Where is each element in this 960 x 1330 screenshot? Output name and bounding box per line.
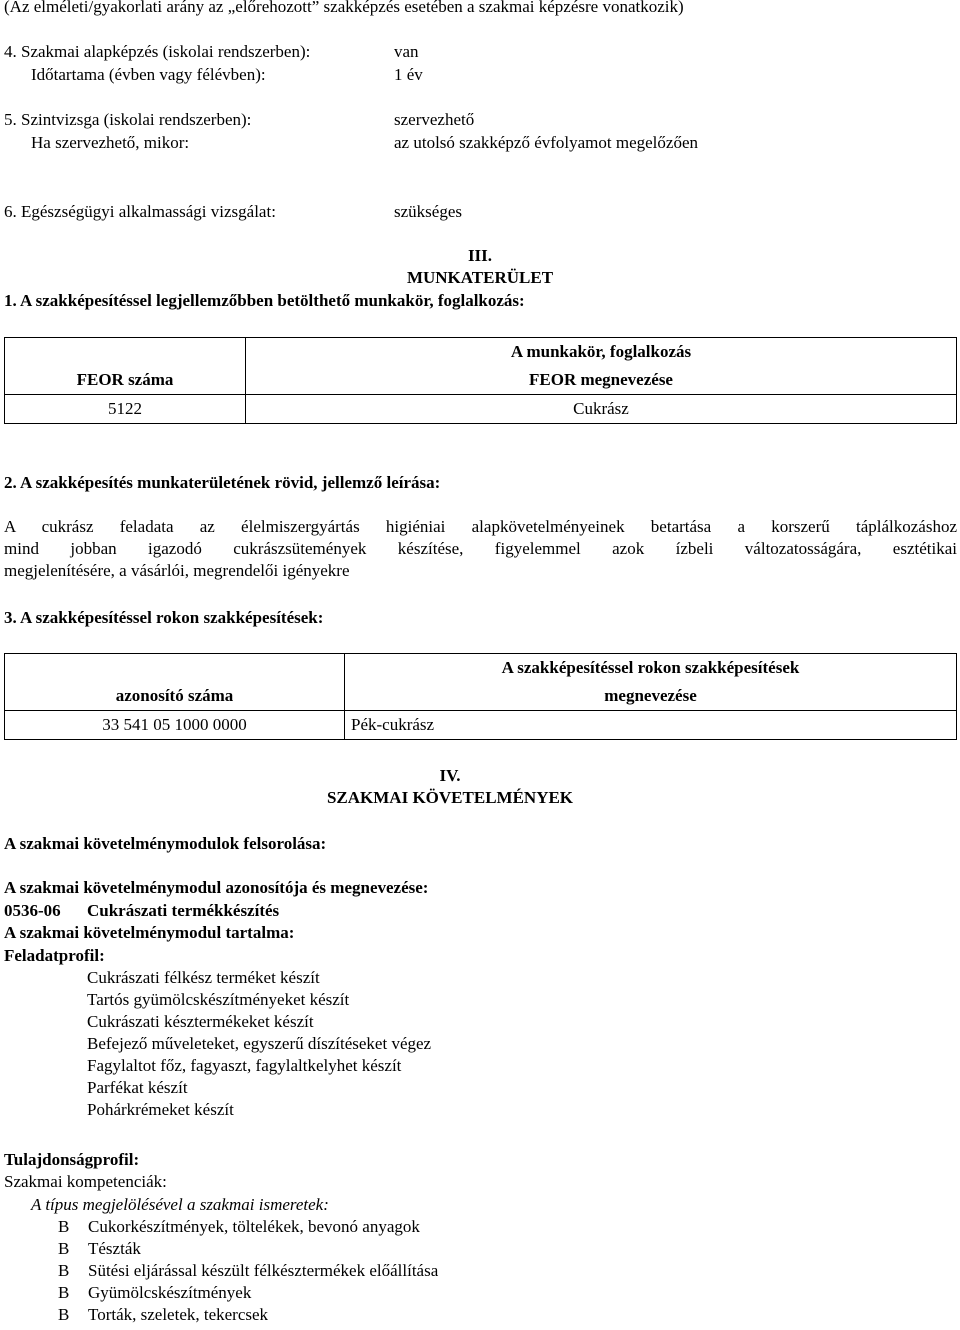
section-3-2-heading: 2. A szakképesítés munkaterületének rövid, jellemző leírása:: [4, 473, 441, 492]
intro-note: (Az elméleti/gyakorlati arány az „előrehozott” szakképzés esetében a szakmai képzésre vonatkozik): [4, 0, 684, 16]
list-item: [58, 1260, 438, 1282]
section-4-title: SZAKMAI KÖVETELMÉNYEK: [326, 788, 574, 807]
property-profile-heading: Tulajdonságprofil:: [4, 1150, 140, 1169]
occupation-table: [4, 337, 957, 424]
modules-list-heading: A szakmai követelménymodulok felsorolása:: [4, 834, 327, 853]
description-line-1: A cukrász feladata az élelmiszergyártás higiéniai alapkövetelményeinek betartása a korszerű táplálkozáshoz: [4, 517, 957, 536]
description-line-3: megjelenítésére, a vásárlói, megrendelői igényekre: [4, 561, 350, 580]
list-item: [58, 1216, 438, 1238]
list-item: Pohárkrémeket készít: [87, 1100, 234, 1119]
list-item: Tartós gyümölcskészítményeket készít: [87, 990, 350, 1009]
feor-code-cell: 5122: [5, 395, 246, 424]
type-letter: B: [58, 1217, 70, 1236]
table-row: [5, 711, 957, 740]
module-name: Cukrászati termékkészítés: [87, 901, 280, 920]
feor-name-cell: Cukrász: [246, 395, 957, 424]
list-item: Cukrászati félkész terméket készít: [87, 968, 320, 987]
type-letter: B: [58, 1239, 70, 1258]
occupation-table-blank: [5, 338, 246, 367]
type-letter: B: [58, 1283, 70, 1302]
item-5-when-label: Ha szervezhető, mikor:: [31, 133, 190, 152]
related-name-cell: Pék-cukrász: [345, 711, 957, 740]
knowledge-text: Cukorkészítmények, töltelékek, bevonó anyagok: [88, 1217, 420, 1236]
related-table-col2-header: megnevezése: [345, 682, 957, 711]
competencies-label: Szakmai kompetenciák:: [4, 1172, 167, 1191]
item-5-label: 5. Szintvizsga (iskolai rendszerben):: [4, 110, 252, 129]
occupation-table-top-header: A munkakör, foglalkozás: [246, 338, 957, 367]
related-table-top-header: A szakképesítéssel rokon szakképesítések: [345, 654, 957, 683]
task-profile-heading: Feladatprofil:: [4, 946, 105, 965]
item-4-duration-value: 1 év: [394, 65, 423, 84]
knowledge-text: Gyümölcskészítmények: [88, 1283, 252, 1302]
type-note: A típus megjelölésével a szakmai ismeretek:: [31, 1195, 329, 1214]
type-letter: B: [58, 1305, 70, 1324]
module-content-heading: A szakmai követelménymodul tartalma:: [4, 923, 295, 942]
module-id-heading: A szakmai követelménymodul azonosítója és megnevezése:: [4, 878, 429, 897]
knowledge-list: [58, 1216, 438, 1326]
related-table-col1-header: azonosító száma: [5, 682, 345, 711]
section-3-title: MUNKATERÜLET: [406, 268, 554, 287]
list-item: Fagylaltot főz, fagyaszt, fagylaltkelyhet készít: [87, 1056, 402, 1075]
type-letter: B: [58, 1261, 70, 1280]
module-code: 0536-06: [4, 901, 61, 920]
item-6-value: szükséges: [394, 202, 462, 221]
related-qualifications-table: [4, 653, 957, 740]
knowledge-text: Tészták: [88, 1239, 141, 1258]
occupation-table-col1-header: FEOR száma: [5, 366, 246, 395]
section-3-1-heading: 1. A szakképesítéssel legjellemzőbben betölthető munkakör, foglalkozás:: [4, 291, 525, 310]
item-5-when-value: az utolsó szakképző évfolyamot megelőzően: [394, 133, 698, 152]
section-4-roman: IV.: [439, 766, 461, 785]
list-item: Befejező műveleteket, egyszerű díszítéseket végez: [87, 1034, 432, 1053]
description-line-2: mind jobban igazodó cukrászsütemények készítése, figyelemmel azok ízbeli változatosságára, esztétikai: [4, 539, 957, 558]
list-item: Cukrászati késztermékeket készít: [87, 1012, 314, 1031]
item-4-label: 4. Szakmai alapképzés (iskolai rendszerben):: [4, 42, 311, 61]
item-4-value: van: [394, 42, 419, 61]
list-item: [58, 1304, 438, 1326]
list-item: [58, 1238, 438, 1260]
description-paragraph: [4, 516, 957, 582]
item-4-duration-label: Időtartama (évben vagy félévben):: [31, 65, 266, 84]
task-list: [87, 967, 431, 1121]
knowledge-text: Torták, szeletek, tekercsek: [88, 1305, 269, 1324]
section-3-roman: III.: [467, 246, 493, 265]
table-row: [5, 395, 957, 424]
list-item: Parfékat készít: [87, 1078, 188, 1097]
list-item: [58, 1282, 438, 1304]
related-table-blank: [5, 654, 345, 683]
item-6-label: 6. Egészségügyi alkalmassági vizsgálat:: [4, 202, 276, 221]
item-5-value: szervezhető: [394, 110, 475, 129]
occupation-table-col2-header: FEOR megnevezése: [246, 366, 957, 395]
related-code-cell: 33 541 05 1000 0000: [5, 711, 345, 740]
section-3-3-heading: 3. A szakképesítéssel rokon szakképesítések:: [4, 608, 324, 627]
knowledge-text: Sütési eljárással készült félkésztermékek előállítása: [88, 1261, 439, 1280]
